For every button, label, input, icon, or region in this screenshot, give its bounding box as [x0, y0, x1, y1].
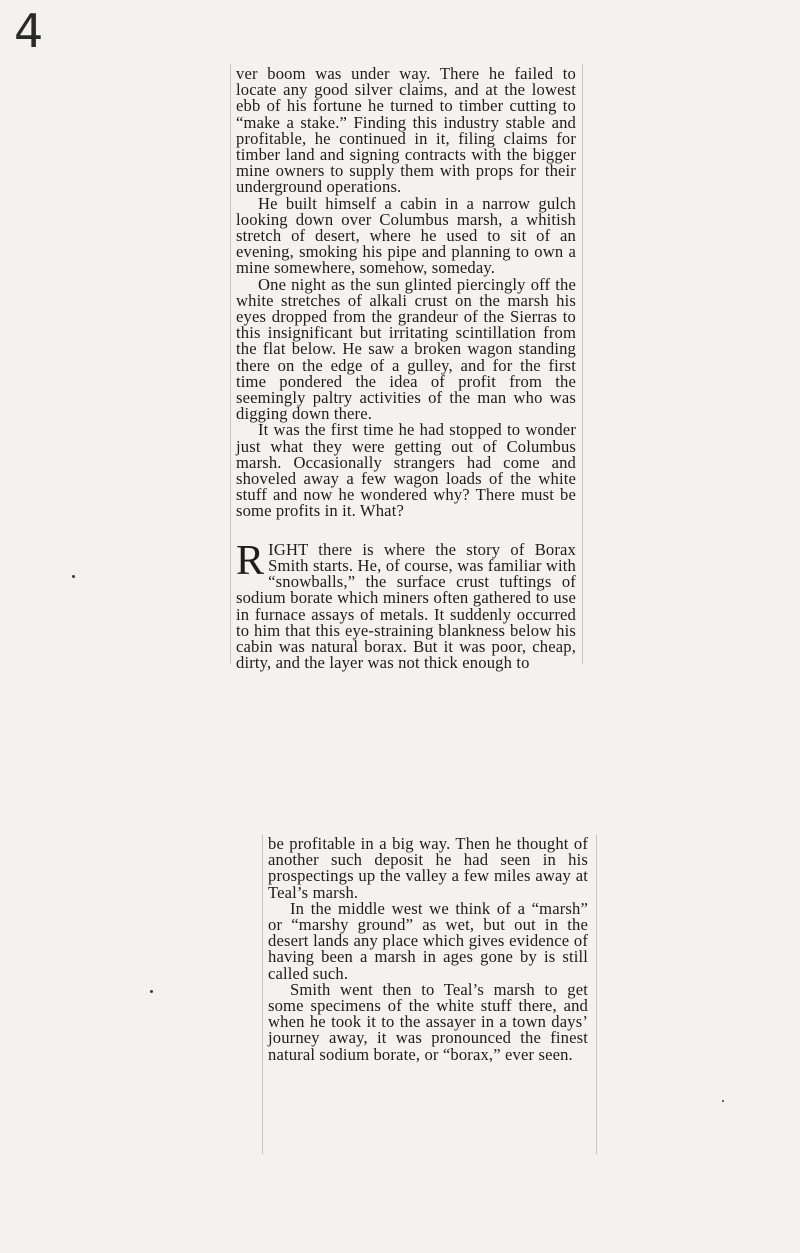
print-speck [150, 990, 153, 993]
clipping-edge-right [596, 834, 597, 1154]
section-lead-text: IGHT there is where the story of Borax Smith starts. He, of course, was familiar with “snowballs,” the surface crust tuftings of sodium borate which miners often gathered to use in furnace assays of metals. It suddenly occurred to him that this eye-straining blankness below his cabin was natural borax. But it was poor, cheap, dirty, and the layer was not thick enough to [236, 539, 576, 673]
article-paragraph: ver boom was under way. There he failed to locate any good silver claims, and at the lowest ebb of his fortune he turned to timber cutting to “make a stake.” Finding this industry stable and profitable, he continued in it, filing claims for timber land and signing contracts with the bigger mine owners to supply them with props for their underground operations. [236, 64, 576, 197]
print-speck [72, 575, 75, 578]
article-paragraph: Smith went then to Teal’s marsh to get some specimens of the white stuff there, and when he took it to the assayer in a town days’ journey away, it was pronounced the finest natural sodium borate, or “borax,” ever seen. [268, 979, 588, 1064]
article-clipping-bottom [268, 836, 588, 1063]
article-paragraph: It was the first time he had stopped to wonder just what they were getting out of Columbus marsh. Occasionally strangers had come and shoveled away a few wagon loads of the white stuff and now he wondered why? There must be some profits in it. What? [236, 420, 576, 521]
clipping-edge-left [262, 834, 263, 1154]
clipping-edge-right [582, 64, 583, 664]
clipping-edge-left [230, 64, 231, 664]
section-lead-paragraph [236, 537, 576, 673]
article-paragraph: be profitable in a big way. Then he thought of another such deposit he had seen in his prospectings up the valley a few miles away at Teal’s marsh. [268, 834, 588, 902]
article-paragraph: One night as the sun glinted piercingly off the white stretches of alkali crust on the marsh his eyes dropped from the grandeur of the Sierras to this insignificant but irritating scintillation from the flat below. He saw a broken wagon standing there on the edge of a gulley, and for the first time pondered the idea of profit from the seemingly paltry activities of the man who was digging down there. [236, 274, 576, 424]
page-number: 4 [14, 4, 44, 58]
drop-cap: R [236, 537, 265, 584]
article-clipping-top [236, 66, 576, 671]
article-paragraph: In the middle west we think of a “marsh” or “marshy ground” as wet, but out in the desert lands any place which gives evidence of having been a marsh in ages gone by is still called such. [268, 898, 588, 983]
section-divider [236, 520, 576, 542]
print-speck [722, 1100, 724, 1102]
article-paragraph: He built himself a cabin in a narrow gulch looking down over Columbus marsh, a whitish stretch of desert, where he used to sit of an evening, smoking his pipe and planning to own a mine somewhere, somehow, someday. [236, 193, 576, 278]
